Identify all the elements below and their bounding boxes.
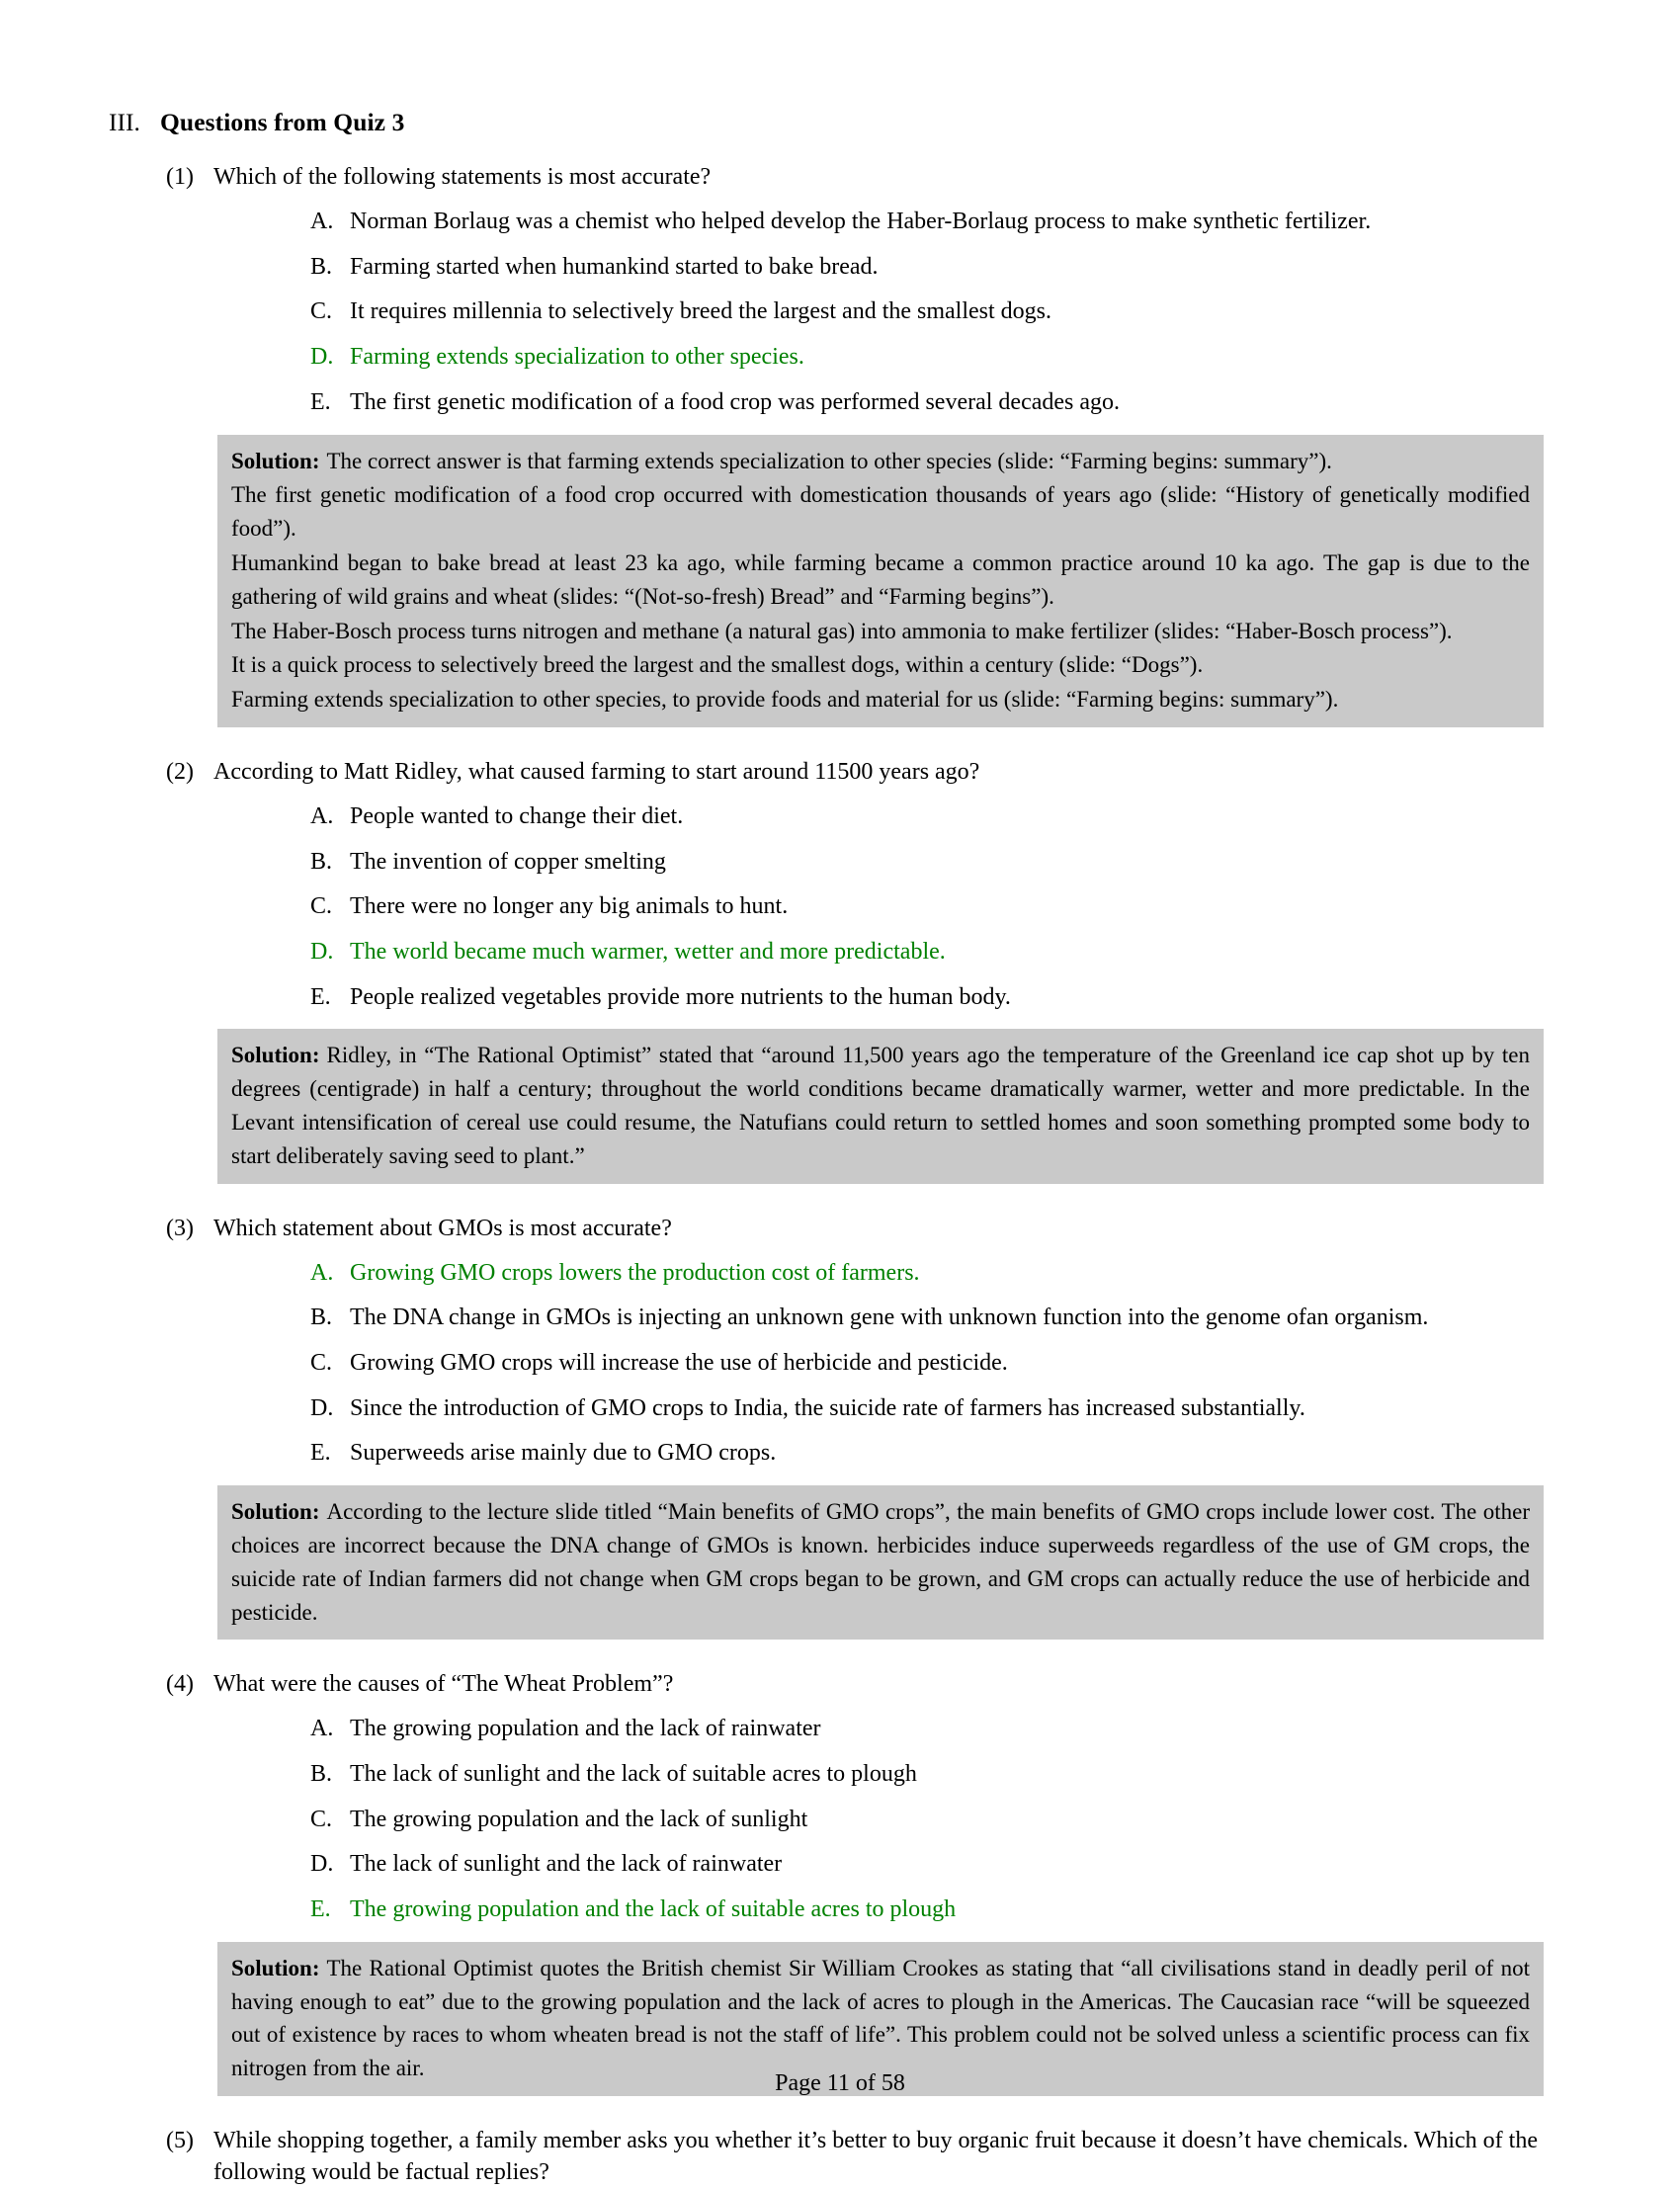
solution-label: Solution: [231, 448, 320, 473]
choice-text: Growing GMO crops lowers the production cost of farmers. [350, 1259, 920, 1286]
choice-item[interactable] [310, 891, 1544, 922]
choice-text: People realized vegetables provide more nutrients to the human body. [350, 983, 1011, 1010]
choice-item[interactable] [310, 296, 1544, 327]
solution-paragraph [231, 445, 1530, 478]
question-prompt-row [166, 757, 1544, 789]
choice-item-correct[interactable] [310, 1258, 1544, 1289]
choice-item[interactable] [310, 1348, 1544, 1379]
choice-text: Superweeds arise mainly due to GMO crops. [350, 1440, 777, 1467]
choice-text: People wanted to change their diet. [350, 802, 684, 829]
choice-text: The growing population and the lack of sunlight [350, 1806, 808, 1832]
choice-list [109, 1714, 1544, 1925]
choice-text: There were no longer any big animals to hunt. [350, 893, 789, 920]
choice-letter: C. [310, 1349, 333, 1376]
choice-item[interactable] [310, 801, 1544, 832]
solution-label: Solution: [231, 1043, 320, 1068]
solution-box [217, 1029, 1544, 1183]
solution-paragraph: The first genetic modification of a food crop occurred with domestication thousands of years ago (slide: “History of genetically modified food”). [231, 482, 1530, 542]
choice-letter: B. [310, 1305, 333, 1331]
choice-item[interactable] [310, 847, 1544, 878]
choice-text: The growing population and the lack of suitable acres to plough [350, 1896, 957, 1923]
choice-text: The invention of copper smelting [350, 848, 666, 875]
choice-letter: E. [310, 388, 331, 415]
choice-item-correct[interactable] [310, 1894, 1544, 1925]
solution-paragraph [231, 1039, 1530, 1172]
choice-text: The lack of sunlight and the lack of suitable acres to plough [350, 1760, 917, 1787]
question-block-2 [109, 757, 1544, 1184]
choice-letter: B. [310, 253, 333, 280]
solution-text: According to the lecture slide titled “Main benefits of GMO crops”, the main benefits of GMO crops include lower cost. The other choices are incorrect because the DNA change of GMOs is known. herbicides induce superweeds regardless of the use of GM crops, the suicide rate of Indian farmers did not change when GM crops began to be grown, and GM crops can actually reduce the use of herbicide and pesticide. [231, 1499, 1530, 1625]
solution-box [217, 1485, 1544, 1640]
choice-letter: A. [310, 208, 334, 234]
question-prompt: Which of the following statements is most accurate? [213, 164, 712, 191]
choice-text: It requires millennia to selectively breed the largest and the smallest dogs. [350, 298, 1052, 325]
choice-text: Norman Borlaug was a chemist who helped develop the Haber-Borlaug process to make synthetic fertilizer. [350, 208, 1372, 234]
section-numeral: III. [109, 108, 140, 136]
question-prompt: What were the causes of “The Wheat Problem”? [213, 1671, 674, 1698]
choice-item[interactable] [310, 1438, 1544, 1469]
choice-item[interactable] [310, 252, 1544, 283]
choice-text: Since the introduction of GMO crops to India, the suicide rate of farmers has increased substantially. [350, 1394, 1305, 1421]
question-number: (3) [166, 1215, 194, 1241]
choice-item[interactable] [310, 1303, 1544, 1333]
choice-letter: E. [310, 1896, 331, 1923]
spacer [109, 1640, 1544, 1669]
page-footer [0, 2070, 1680, 2097]
choice-item[interactable] [310, 1759, 1544, 1790]
question-prompt-row [166, 1214, 1544, 1245]
choice-item[interactable] [310, 1393, 1544, 1424]
choice-text: The lack of sunlight and the lack of rainwater [350, 1851, 783, 1878]
choice-letter: A. [310, 1259, 334, 1286]
choice-letter: D. [310, 1394, 334, 1421]
choice-letter: B. [310, 848, 333, 875]
question-number: (2) [166, 758, 194, 785]
solution-text: Ridley, in “The Rational Optimist” stated that “around 11,500 years ago the temperature of the Greenland ice cap shot up by ten degrees (centigrade) in half a century; throughout the world conditions became dramatically warmer, wetter and more predictable. In the Levant intensification of cereal use could resume, the Natufians could return to settled homes and soon something prompted some body to start deliberately saving seed to plant.” [231, 1043, 1530, 1168]
solution-label: Solution: [231, 1955, 320, 1980]
question-prompt: Which statement about GMOs is most accurate? [213, 1215, 672, 1241]
question-prompt-row [166, 162, 1544, 194]
question-prompt-row [166, 2126, 1544, 2189]
choice-item[interactable] [310, 1849, 1544, 1880]
solution-paragraph: Farming extends specialization to other species, to provide foods and material for us (slide: “Farming begins: summary”). [231, 687, 1339, 713]
choice-letter: D. [310, 344, 334, 371]
choice-text: Farming started when humankind started to bake bread. [350, 253, 879, 280]
choice-letter: C. [310, 298, 333, 325]
spacer [109, 2096, 1544, 2126]
page-number-label: Page 11 of 58 [775, 2070, 905, 2096]
choice-letter: D. [310, 1851, 334, 1878]
section-title: Questions from Quiz 3 [160, 108, 405, 136]
choice-letter: A. [310, 1716, 334, 1742]
solution-paragraph: Humankind began to bake bread at least 23 ka ago, while farming became a common practice around 10 ka ago. The gap is due to the gathering of wild grains and wheat (slides: “(Not-so-fresh) Bread” and “Farming begins”). [231, 549, 1530, 609]
solution-text: The correct answer is that farming extends specialization to other species (slide: “Farming begins: summary”). [326, 448, 1332, 473]
solution-paragraph [231, 1495, 1530, 1629]
question-block-5 [109, 2126, 1544, 2189]
choice-item[interactable] [310, 982, 1544, 1013]
question-block-1 [109, 162, 1544, 727]
choice-list [109, 801, 1544, 1013]
choice-text: The world became much warmer, wetter and more predictable. [350, 938, 946, 965]
choice-item[interactable] [310, 207, 1544, 237]
solution-paragraph: The Haber-Bosch process turns nitrogen and methane (a natural gas) into ammonia to make fertilizer (slides: “Haber-Bosch process”). [231, 618, 1453, 643]
choice-letter: E. [310, 983, 331, 1010]
choice-text: The first genetic modification of a food crop was performed several decades ago. [350, 388, 1121, 415]
choice-list [109, 207, 1544, 418]
choice-item[interactable] [310, 1805, 1544, 1835]
solution-box [217, 435, 1544, 727]
spacer [109, 1184, 1544, 1214]
solution-label: Solution: [231, 1499, 320, 1525]
question-prompt: While shopping together, a family member asks you whether it’s better to buy organic fruit because it doesn’t have chemicals. Which of the following would be factual replies? [213, 2127, 1538, 2185]
choice-letter: B. [310, 1760, 333, 1787]
section-heading [109, 109, 1544, 136]
choice-item-correct[interactable] [310, 342, 1544, 373]
solution-text: The Rational Optimist quotes the British chemist Sir William Crookes as stating that “all civilisations stand in deadly peril of not having enough to eat” due to the growing population and the lack of acres to plough in the Americas. The Caucasian race “will be squeezed out of existence by races to whom wheaten bread is not the staff of life”. This problem could not be solved unless a scientific process can fix nitrogen from the air. [231, 1955, 1530, 2081]
choice-item-correct[interactable] [310, 937, 1544, 968]
choice-text: Growing GMO crops will increase the use of herbicide and pesticide. [350, 1349, 1008, 1376]
choice-letter: D. [310, 938, 334, 965]
choice-text: The growing population and the lack of rainwater [350, 1716, 821, 1742]
solution-paragraph [231, 1952, 1530, 2085]
question-block-4 [109, 1669, 1544, 2096]
question-number: (1) [166, 164, 194, 191]
question-block-3 [109, 1214, 1544, 1641]
question-number: (4) [166, 1671, 194, 1698]
spacer [109, 727, 1544, 757]
choice-list [109, 1258, 1544, 1470]
choice-item[interactable] [310, 1714, 1544, 1744]
choice-letter: A. [310, 802, 334, 829]
choice-letter: E. [310, 1440, 331, 1467]
question-number: (5) [166, 2127, 194, 2153]
choice-letter: C. [310, 893, 333, 920]
question-prompt: According to Matt Ridley, what caused farming to start around 11500 years ago? [213, 758, 980, 785]
choice-item[interactable] [310, 387, 1544, 418]
choice-letter: C. [310, 1806, 333, 1832]
question-prompt-row [166, 1669, 1544, 1701]
choice-text: Farming extends specialization to other species. [350, 344, 804, 371]
solution-paragraph: It is a quick process to selectively breed the largest and the smallest dogs, within a century (slide: “Dogs”). [231, 652, 1204, 678]
choice-text: The DNA change in GMOs is injecting an unknown gene with unknown function into the genome ofan organism. [350, 1305, 1429, 1331]
